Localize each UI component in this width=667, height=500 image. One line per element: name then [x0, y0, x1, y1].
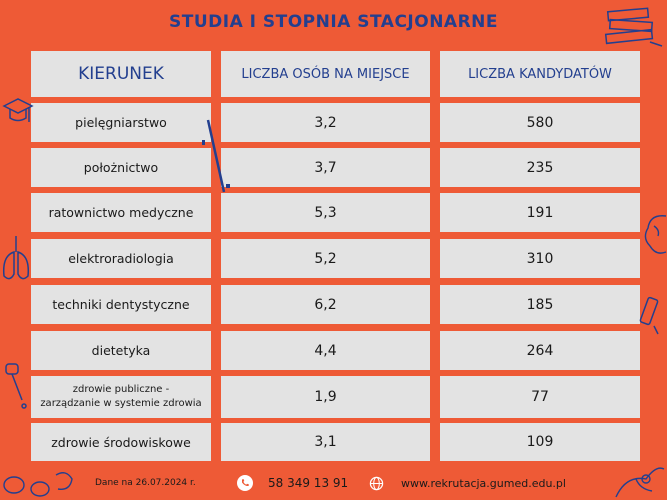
- footer-date: Dane na 26.07.2024 r.: [95, 478, 196, 488]
- row-6-ratio: 4,4: [221, 331, 430, 370]
- pen-icon: [200, 118, 230, 198]
- header-liczba-osob: LICZBA OSÓB NA MIEJSCE: [221, 51, 430, 97]
- row-8-ratio: 3,1: [221, 423, 430, 461]
- lungs-icon: [0, 232, 34, 290]
- row-7-name: [31, 376, 211, 418]
- row-6-candidates: 264: [440, 331, 640, 370]
- row-7-name-line2: zarządzanie w systemie zdrowia: [40, 398, 202, 409]
- row-1-ratio: 3,2: [221, 103, 430, 142]
- syringe-icon: [636, 290, 667, 335]
- row-7-ratio: 1,9: [221, 376, 430, 418]
- brain-icon: [640, 210, 667, 260]
- row-4-ratio: 5,2: [221, 239, 430, 278]
- row-8-name: zdrowie środowiskowe: [31, 423, 211, 461]
- row-3-name: ratownictwo medyczne: [31, 193, 211, 232]
- row-7-name-line1: zdrowie publiczne -: [72, 384, 170, 395]
- row-5-ratio: 6,2: [221, 285, 430, 324]
- books-icon: [600, 2, 664, 50]
- row-5-candidates: 185: [440, 285, 640, 324]
- globe-icon: [369, 473, 384, 493]
- page-title: STUDIA I STOPNIA STACJONARNE: [168, 12, 499, 32]
- footer-phone[interactable]: 58 349 13 91: [268, 476, 349, 490]
- row-1-candidates: 580: [440, 103, 640, 142]
- row-4-candidates: 310: [440, 239, 640, 278]
- neuron-icon: [606, 455, 666, 500]
- row-8-candidates: 109: [440, 423, 640, 461]
- row-4-name: elektroradiologia: [31, 239, 211, 278]
- row-5-name: techniki dentystyczne: [31, 285, 211, 324]
- row-2-candidates: 235: [440, 148, 640, 187]
- row-3-ratio: 5,3: [221, 193, 430, 232]
- phone-icon: [237, 473, 253, 493]
- graduation-cap-icon: [2, 90, 34, 138]
- header-kierunek: KIERUNEK: [31, 51, 211, 97]
- row-2-ratio: 3,7: [221, 148, 430, 187]
- header-liczba-kandydatow: LICZBA KANDYDATÓW: [440, 51, 640, 97]
- footer-website[interactable]: www.rekrutacja.gumed.edu.pl: [401, 476, 566, 490]
- row-3-candidates: 191: [440, 193, 640, 232]
- row-7-candidates: 77: [440, 376, 640, 418]
- dropper-icon: [0, 360, 32, 410]
- row-6-name: dietetyka: [31, 331, 211, 370]
- row-1-name: pielęgniarstwo: [31, 103, 211, 142]
- anatomy-doodle-icon: [0, 455, 80, 500]
- row-2-name: położnictwo: [31, 148, 211, 187]
